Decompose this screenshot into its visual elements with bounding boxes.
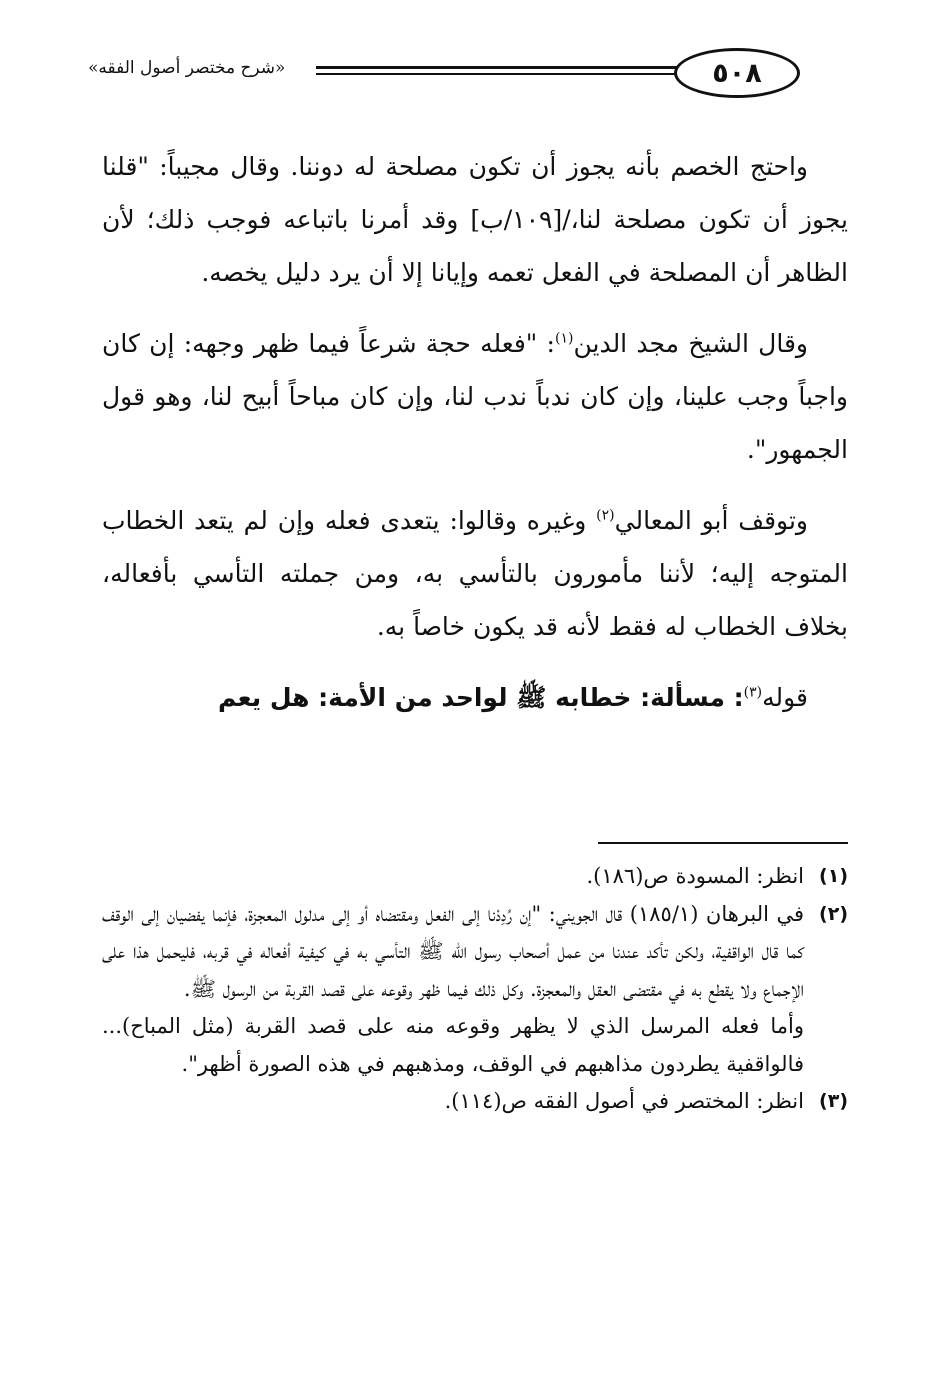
- paragraph-2: [102, 317, 848, 476]
- page-header: [88, 42, 850, 112]
- paragraph-2-text-end: : "فعله حجة شرعاً فيما ظهر وجهه: إن كان واجباً وجب علينا، وإن كان ندباً ندب لنا، وإن كان مباحاً أبيح لنا، وهو قول الجمهور".: [102, 329, 848, 464]
- paragraph-4: [102, 671, 848, 724]
- page-number: ٥٠٨: [674, 48, 800, 98]
- paragraph-3: [102, 494, 848, 653]
- main-text: [102, 140, 848, 742]
- footnote-separator: [598, 842, 848, 844]
- paragraph-4-text-start: قوله: [762, 683, 808, 712]
- paragraph-1: واحتج الخصم بأنه يجوز أن تكون مصلحة له دوننا. وقال مجيباً: "قلنا يجوز أن تكون مصلحة لنا،/[١٠٩/ب] وقد أمرنا باتباعه فوجب ذلك؛ لأن الظاهر أن المصلحة في الفعل تعمه وإيانا إلا أن يرد دليل يخصه.: [102, 152, 848, 287]
- footnote-body: [102, 858, 804, 896]
- footnote-1: [102, 858, 848, 896]
- footnote-body: [102, 1083, 804, 1121]
- footnote-text: انظر: المختصر في أصول الفقه ص(١١٤).: [444, 1089, 804, 1113]
- footnote-ref-3[interactable]: (٣): [743, 684, 763, 701]
- running-title: «شرح مختصر أصول الفقه»: [88, 58, 286, 78]
- paragraph-3-text-end: وغيره وقالوا: يتعدى فعله وإن لم يتعد الخطاب المتوجه إليه؛ لأننا مأمورون بالتأسي به، ومن جملته التأسي بأفعاله، بخلاف الخطاب له فقط لأنه قد يكون خاصاً به.: [102, 506, 848, 641]
- footnote-text: انظر: المسودة ص(١٨٦).: [586, 864, 804, 888]
- footnote-body: [102, 896, 804, 1084]
- footnote-3: [102, 1083, 848, 1121]
- issue-heading: : مسألة: خطابه ﷺ لواحد من الأمة: هل يعم: [218, 683, 744, 712]
- paragraph-3-text-start: وتوقف أبو المعالي: [614, 506, 808, 535]
- footnote-text: وأما فعله المرسل الذي لا يظهر وقوعه منه على قصد القربة (مثل المباح)... فالواقفية يطردون مذاهبهم في الوقف، ومذهبهم في هذه الصورة أظهر".: [102, 1014, 804, 1076]
- footnote-number: (٣): [819, 1090, 848, 1112]
- footnote-2: [102, 896, 848, 1084]
- footnote-ref-1[interactable]: (١): [554, 330, 574, 347]
- footnote-ref-2[interactable]: (٢): [596, 507, 615, 524]
- footnote-text: في البرهان (١٨٥/١) قال الجويني: "إن رُدِدْنا إلى الفعل ومقتضاه أو إلى مدلول المعجزة، فإنما يفضيان إلى الوقف كما قال الواقفية، ولكن تأكد عندنا من عمل أصحاب رسول الله ﷺ التأسي به في كيفية أفعاله في قربه، فليحمل هذا على الإجماع ولا يقطع به في مقتضى العقل والمعجزة. وكل ذلك فيما ظهر وقوعه على قصد القربة من الرسول ﷺ.: [102, 901, 804, 1001]
- paragraph-2-text-start: وقال الشيخ مجد الدين: [573, 329, 808, 358]
- footnote-number: (٢): [819, 902, 848, 925]
- footnotes: [102, 858, 848, 1121]
- footnote-number: (١): [819, 865, 848, 887]
